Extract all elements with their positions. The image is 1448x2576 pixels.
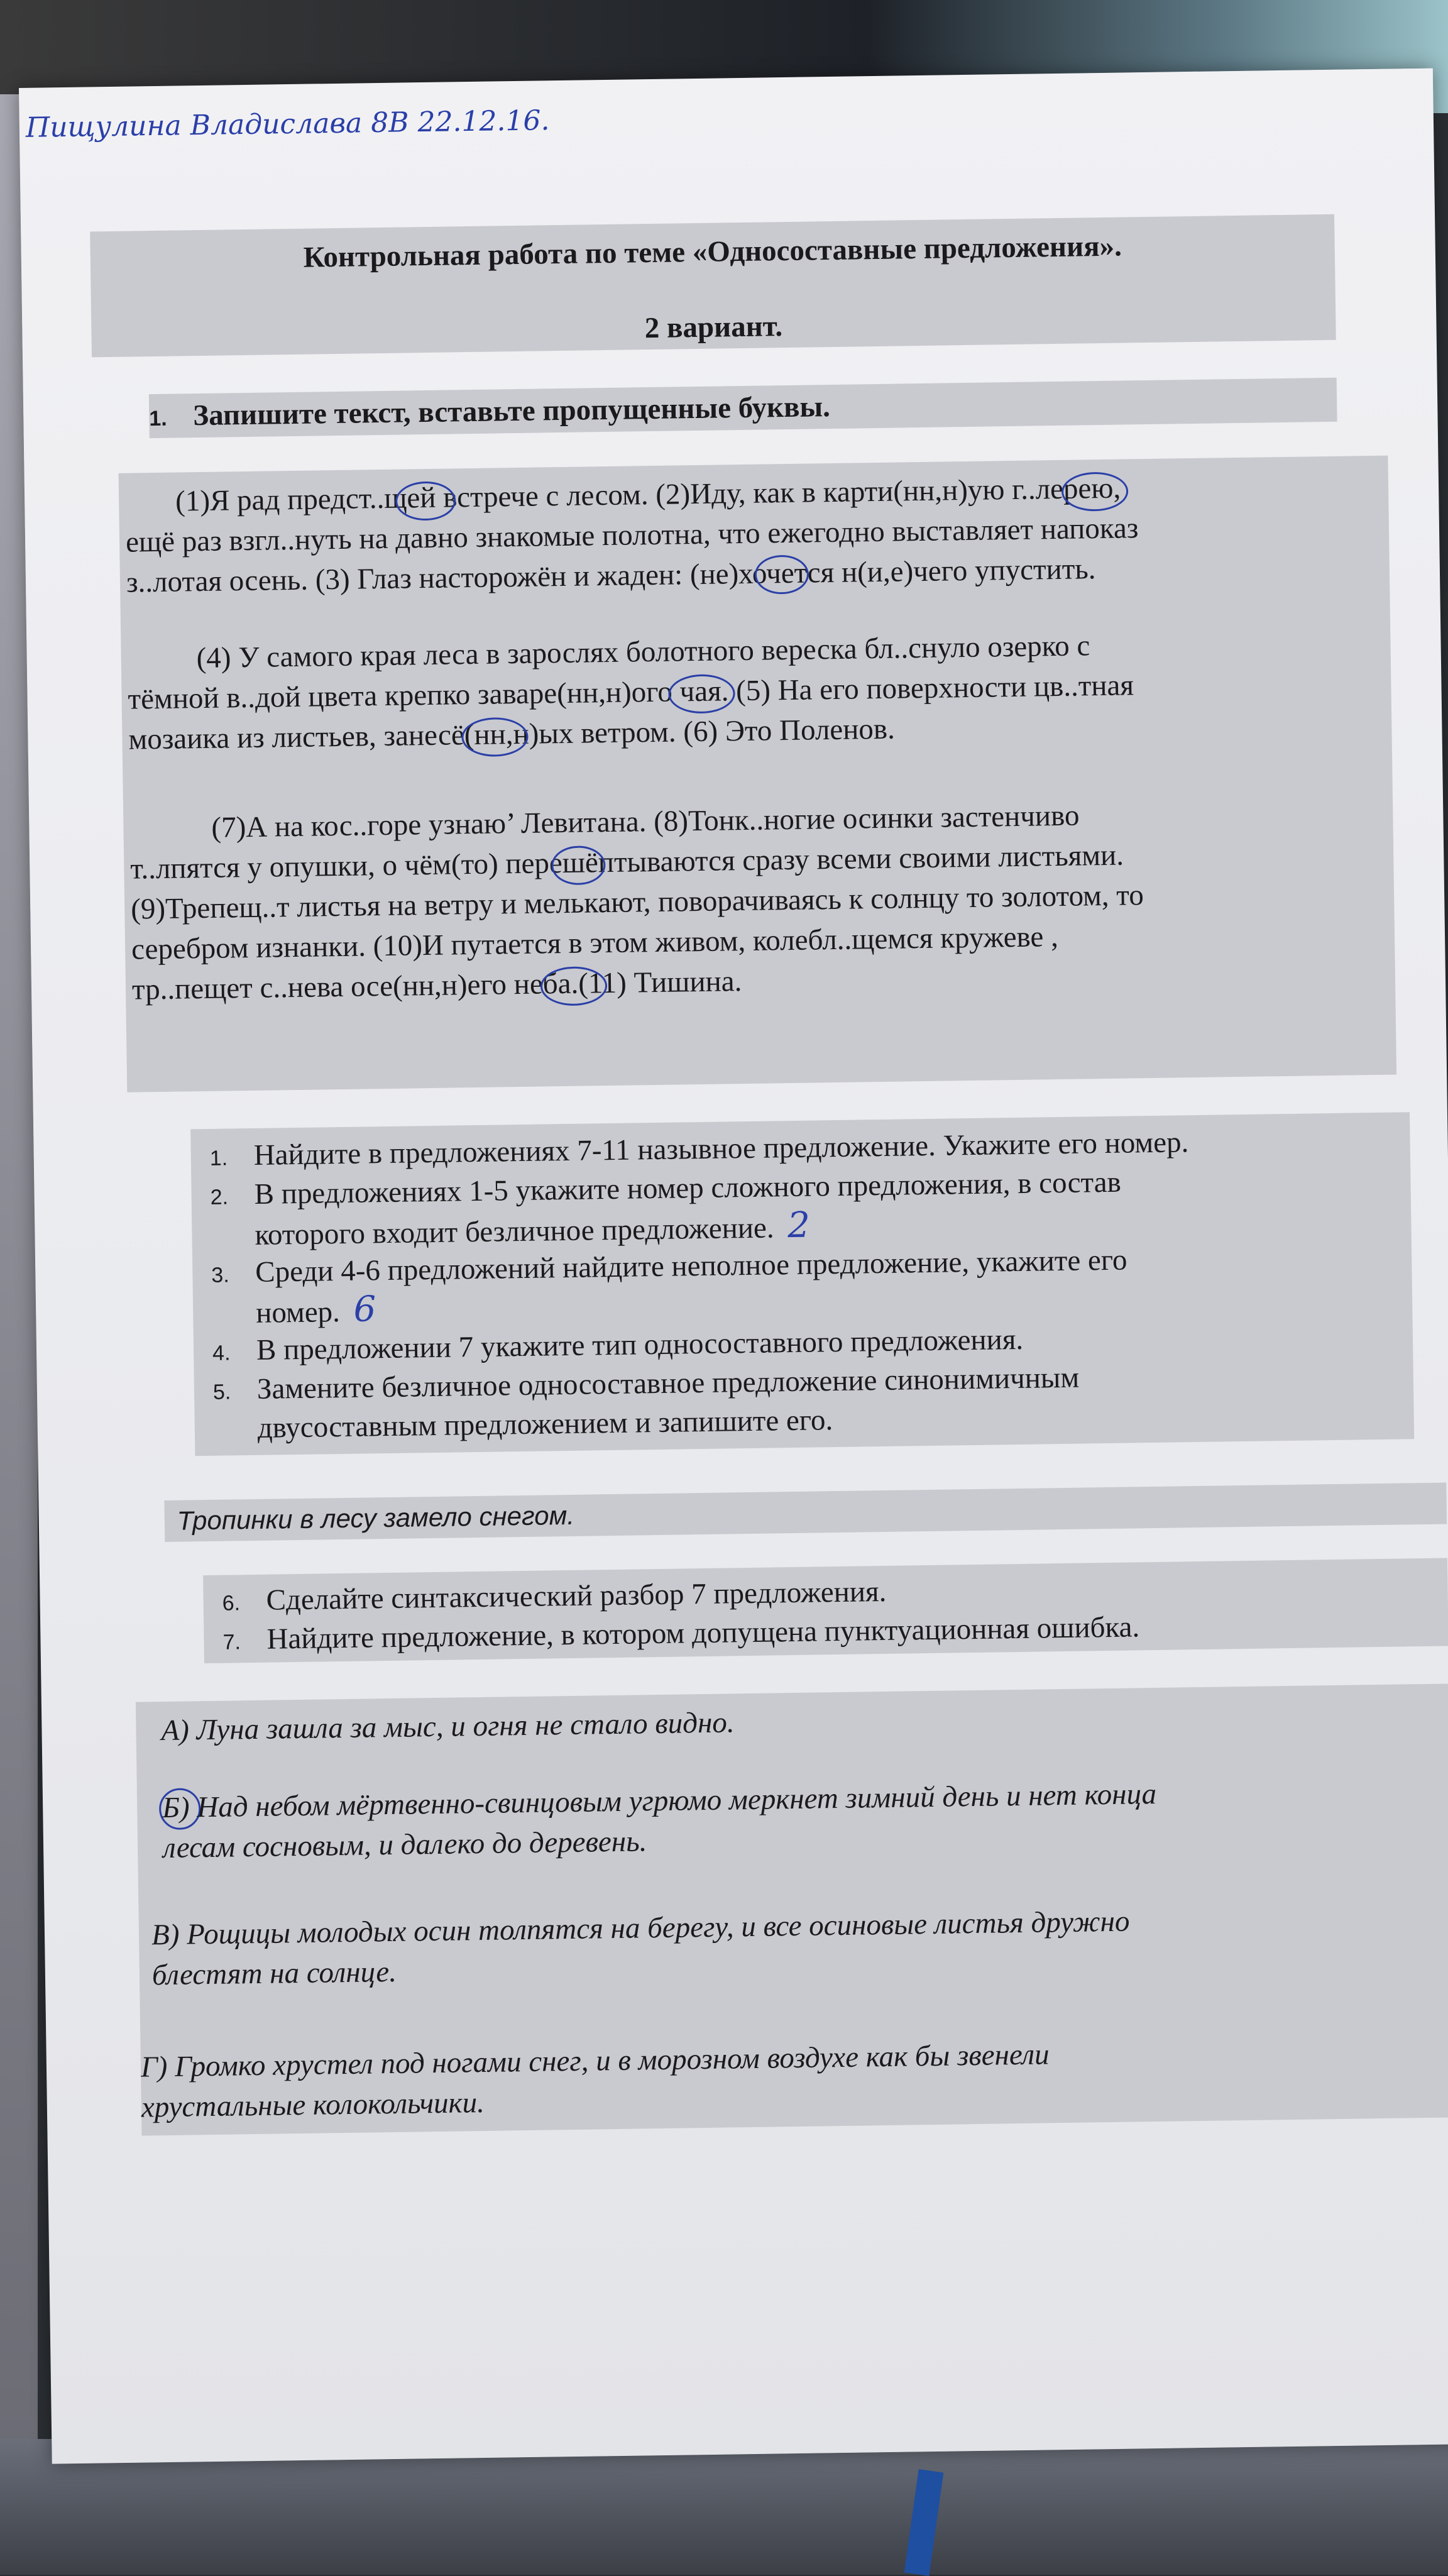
question-number: 2. <box>210 1185 229 1209</box>
option-b-continued: лесам сосновым, и далеко до деревень. <box>162 1825 647 1865</box>
question-5-continued: двусоставным предложением и запишите его. <box>257 1404 833 1445</box>
passage-line: тр..пещет с..нева осе(нн,н)его неба.(11) Тишина. <box>131 965 742 1006</box>
passage-line: (1)Я рад предст..щей встрече с лесом. (2)Иду, как в карти(нн,н)ую г..лерею, <box>175 471 1121 518</box>
option-b: Б) Над небом мёртвенно-свинцовым угрюмо меркнет зимний день и нет конца <box>162 1777 1157 1825</box>
option-g-continued: хрустальные колокольчики. <box>141 2086 485 2124</box>
passage-line: з..лотая осень. (3) Глаз насторожён и жаден: (не)хочется н(и,е)чего упустить. <box>126 553 1096 599</box>
question-text: Найдите в предложениях 7-11 назывное предложение. Укажите его номер. <box>253 1126 1189 1172</box>
question-number: 5. <box>212 1380 231 1404</box>
option-v: В) Рощицы молодых осин толпятся на берегу, и все осиновые листья дружно <box>151 1905 1130 1952</box>
question-3-continued <box>256 1290 376 1333</box>
question-number: 6. <box>222 1591 241 1616</box>
question-text: номер. <box>255 1296 341 1329</box>
question-number: 4. <box>212 1341 231 1365</box>
task1-text: Запишите текст, вставьте пропущенные буквы. <box>192 390 831 432</box>
question-text: В предложениях 1-5 укажите номер сложного предложения, в состав <box>254 1165 1122 1211</box>
handwritten-answer: 2 <box>787 1204 811 1247</box>
question-text: Найдите предложение, в котором допущена пунктуационная ошибка. <box>266 1610 1140 1656</box>
passage-line: ещё раз взгл..нуть на давно знакомые полотна, что ежегодно выставляет напоказ <box>125 512 1139 559</box>
question-text: Замените безличное односоставное предложение синонимичным <box>256 1361 1080 1406</box>
question-text: В предложении 7 укажите тип односоставного предложения. <box>256 1323 1024 1367</box>
option-g: Г) Громко хрустел под ногами снег, и в морозном воздухе как бы звенели <box>140 2038 1050 2084</box>
passage-line: (7)А на кос..горе узнаю’ Левитана. (8)Тонк..ногие осинки застенчиво <box>211 799 1080 844</box>
variant-label: 2 вариант. <box>644 310 783 345</box>
task1-heading <box>149 387 830 438</box>
question-text: Сделайте синтаксический разбор 7 предложения. <box>266 1575 887 1617</box>
worksheet-page <box>19 69 1448 2464</box>
question-text: которого входит безличное предложение. <box>255 1211 774 1252</box>
passage-line: тёмной в..дой цвета крепко заваре(нн,н)ого чая. (5) На его поверхности цв..тная <box>128 669 1134 716</box>
question-text: Среди 4-6 предложений найдите неполное предложение, укажите его <box>255 1243 1127 1289</box>
task1-number: 1. <box>149 406 167 431</box>
passage-line: т..лпятся у опушки, о чём(то) перешёптываются сразу всеми своими листьями. <box>130 839 1124 886</box>
question-number: 3. <box>211 1263 230 1287</box>
handwritten-answer: 6 <box>353 1289 376 1330</box>
question-number: 1. <box>209 1146 228 1170</box>
option-v-continued: блестят на солнце. <box>151 1955 397 1992</box>
passage-line: мозаика из листьев, занесё(нн,н)ых ветром. (6) Это Поленов. <box>128 712 896 756</box>
passage-line: (9)Трепещ..т листья на ветру и мелькают, поворачиваясь к солнцу то золотом, то <box>130 879 1144 926</box>
question-number: 7. <box>222 1630 241 1654</box>
passage-line: (4) У самого края леса в зарослях болотного вереска бл..снуло озерко с <box>196 629 1090 675</box>
example-sentence: Тропинки в лесу замело снегом. <box>177 1500 575 1536</box>
page-title: Контрольная работа по теме «Односоставные предложения». <box>303 229 1122 274</box>
passage-line: серебром изнанки. (10)И путается в этом живом, колебл..щемся кружеве , <box>131 920 1059 966</box>
student-name-handwriting: Пищулина Владислава 8В 22.12.16. <box>25 104 550 144</box>
option-a: А) Луна зашла за мыс, и огня не стало видно. <box>161 1706 735 1748</box>
